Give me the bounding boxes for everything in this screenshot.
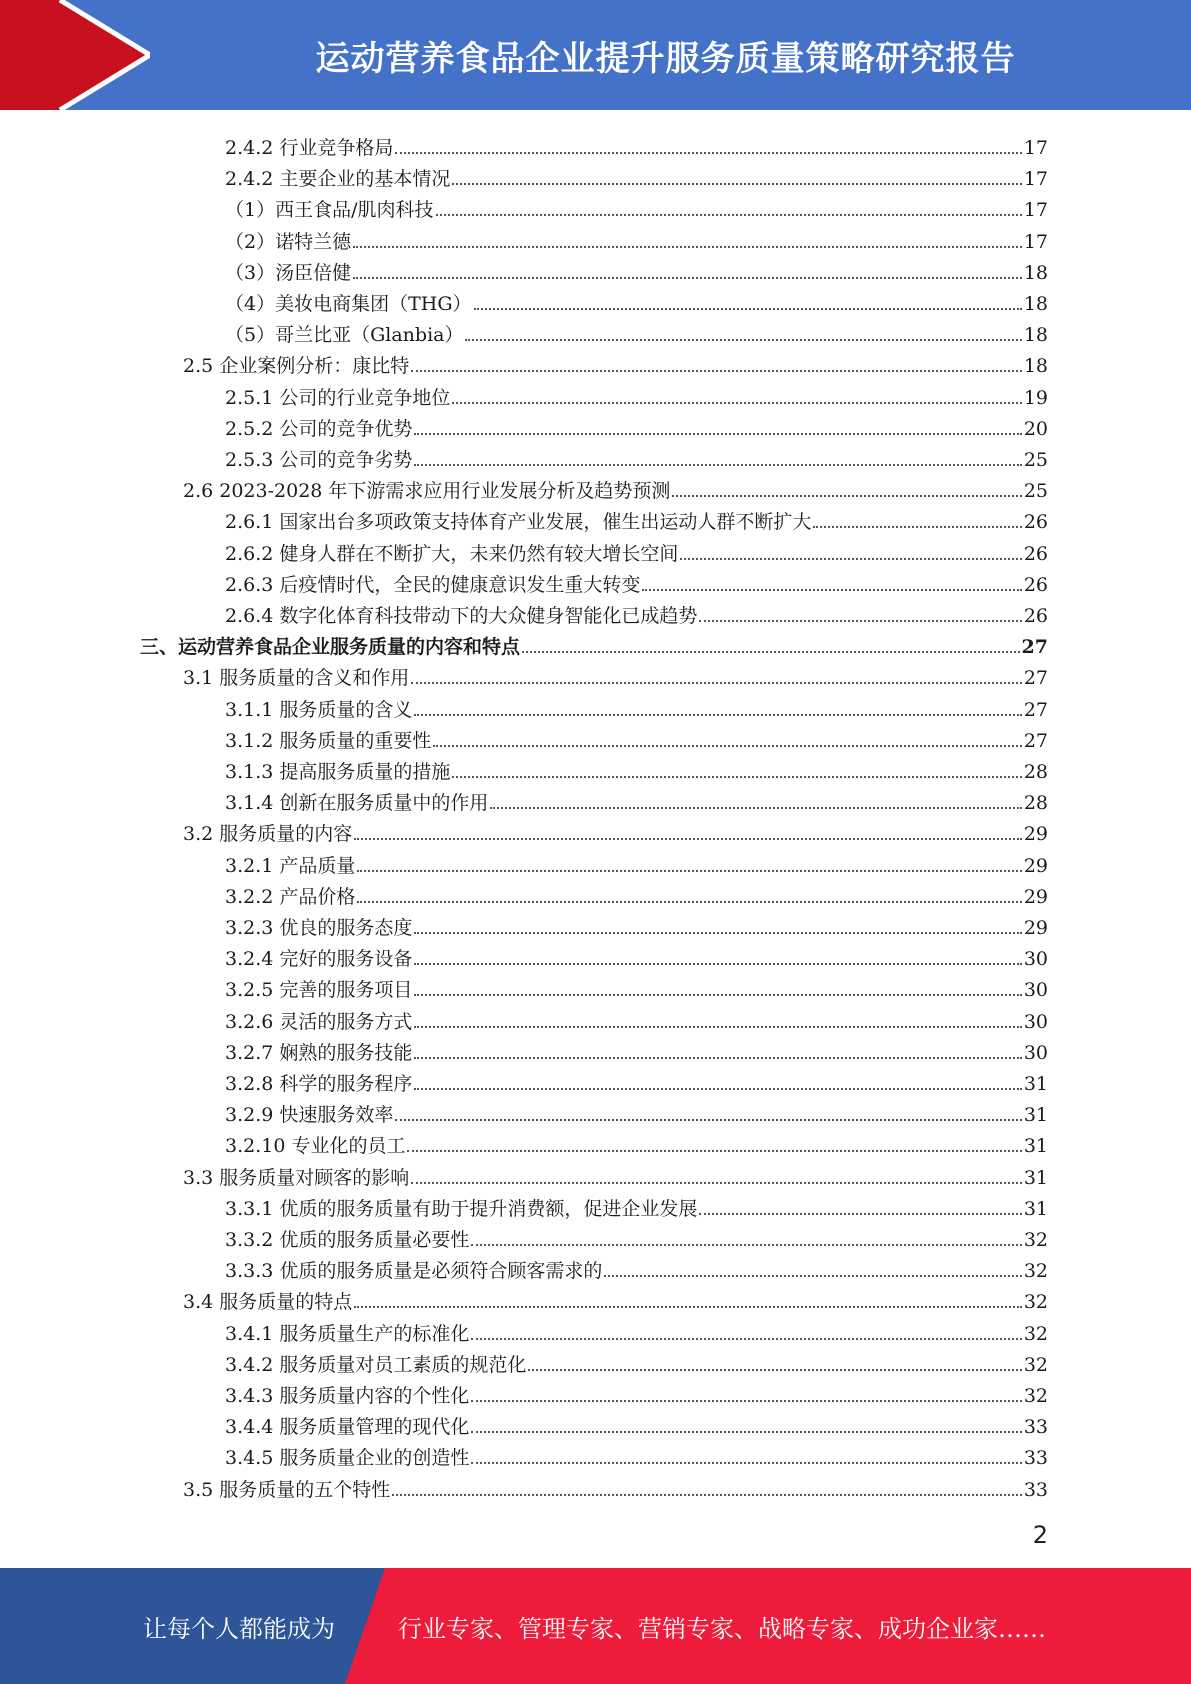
toc-leader-dots bbox=[353, 246, 1022, 248]
toc-entry-title: 3.3.1 优质的服务质量有助于提升消费额，促进企业发展 bbox=[225, 1197, 698, 1220]
toc-leader-dots bbox=[699, 1213, 1021, 1215]
toc-entry-title: 2.5.1 公司的行业竞争地位 bbox=[225, 386, 451, 409]
toc-entry[interactable] bbox=[183, 814, 1048, 845]
toc-entry[interactable] bbox=[225, 939, 1048, 970]
toc-entry-page: 29 bbox=[1023, 823, 1048, 846]
page-number: 2 bbox=[1032, 1521, 1048, 1549]
toc-entry-title: 2.4.2 行业竞争格局 bbox=[225, 137, 394, 159]
toc-entry-page: 26 bbox=[1023, 511, 1048, 534]
toc-entry-title: 3.1.1 服务质量的含义 bbox=[225, 698, 413, 721]
toc-leader-dots bbox=[414, 433, 1021, 435]
toc-entry-page: 29 bbox=[1023, 854, 1048, 877]
toc-entry[interactable] bbox=[225, 1064, 1048, 1095]
toc-leader-dots bbox=[395, 152, 1021, 154]
toc-entry-page: 32 bbox=[1023, 1291, 1048, 1314]
toc-leader-dots bbox=[414, 464, 1021, 466]
toc-leader-dots bbox=[699, 620, 1021, 622]
toc-entry-title: （1）西王食品/肌肉科技 bbox=[225, 199, 434, 222]
toc-entry[interactable] bbox=[225, 1376, 1048, 1407]
toc-entry-page: 17 bbox=[1023, 137, 1048, 159]
toc-entry-title: 3.2 服务质量的内容 bbox=[183, 823, 353, 846]
toc-leader-dots bbox=[414, 932, 1021, 934]
toc-entry-title: 2.4.2 主要企业的基本情况 bbox=[225, 168, 451, 191]
toc-leader-dots bbox=[528, 1369, 1021, 1371]
toc-entry[interactable] bbox=[225, 1095, 1048, 1126]
toc-entry-page: 32 bbox=[1023, 1322, 1048, 1345]
toc-entry[interactable] bbox=[225, 159, 1048, 190]
toc-leader-dots bbox=[357, 901, 1021, 903]
toc-entry[interactable] bbox=[225, 565, 1048, 596]
toc-entry-page: 32 bbox=[1023, 1260, 1048, 1283]
toc-entry[interactable] bbox=[225, 315, 1048, 346]
toc-entry-title: 3.4.1 服务质量生产的标准化 bbox=[225, 1322, 470, 1345]
toc-entry[interactable] bbox=[225, 1251, 1048, 1282]
toc-entry-title: 3.5 服务质量的五个特性 bbox=[183, 1478, 391, 1501]
toc-entry-page: 26 bbox=[1023, 542, 1048, 565]
toc-entry-page: 31 bbox=[1023, 1135, 1048, 1158]
toc-entry[interactable] bbox=[225, 284, 1048, 315]
toc-entry-page: 27 bbox=[1023, 729, 1048, 752]
toc-entry-page: 30 bbox=[1023, 1041, 1048, 1064]
toc-entry[interactable] bbox=[225, 378, 1048, 409]
toc-entry[interactable] bbox=[225, 1033, 1048, 1064]
report-header bbox=[0, 0, 1191, 110]
toc-entry-page: 33 bbox=[1023, 1447, 1048, 1470]
toc-entry-page: 19 bbox=[1023, 386, 1048, 409]
toc-entry-page: 28 bbox=[1023, 761, 1048, 783]
toc-entry-title: （5）哥兰比亚（Glanbia） bbox=[225, 324, 464, 347]
toc-entry[interactable] bbox=[225, 190, 1048, 221]
toc-entry-title: 3.2.9 快速服务效率 bbox=[225, 1104, 394, 1127]
toc-leader-dots bbox=[452, 776, 1021, 778]
toc-entry-title: （3）汤臣倍健 bbox=[225, 261, 352, 284]
toc-entry[interactable] bbox=[183, 1470, 1048, 1501]
toc-leader-dots bbox=[407, 1150, 1021, 1152]
toc-entry[interactable] bbox=[225, 970, 1048, 1001]
toc-entry-title: 3.1.4 创新在服务质量中的作用 bbox=[225, 792, 489, 815]
toc-entry[interactable] bbox=[225, 752, 1048, 783]
toc-entry-page: 26 bbox=[1023, 605, 1048, 627]
toc-entry-page: 30 bbox=[1023, 979, 1048, 1002]
toc-entry-title: 3.1 服务质量的含义和作用 bbox=[183, 667, 410, 690]
toc-entry-title: （2）诺特兰德 bbox=[225, 230, 352, 253]
toc-entry[interactable] bbox=[225, 1126, 1048, 1157]
toc-entry-title: 3.2.7 娴熟的服务技能 bbox=[225, 1041, 413, 1064]
toc-entry-page: 25 bbox=[1023, 449, 1048, 471]
toc-entry-title: 3.3 服务质量对顾客的影响 bbox=[183, 1166, 410, 1189]
toc-entry-title: 3.2.1 产品质量 bbox=[225, 854, 356, 877]
toc-leader-dots bbox=[411, 1182, 1022, 1184]
toc-leader-dots bbox=[353, 277, 1022, 279]
toc-entry-page: 27 bbox=[1023, 667, 1048, 690]
toc-entry[interactable] bbox=[225, 1345, 1048, 1376]
toc-leader-dots bbox=[414, 1026, 1021, 1028]
toc-entry-title: 3.4.2 服务质量对员工素质的规范化 bbox=[225, 1353, 527, 1376]
toc-entry-title: 3.2.2 产品价格 bbox=[225, 885, 356, 908]
toc-leader-dots bbox=[465, 339, 1021, 341]
toc-entry[interactable] bbox=[183, 1282, 1048, 1313]
toc-entry-title: 3.2.5 完善的服务项目 bbox=[225, 979, 413, 1002]
toc-entry[interactable] bbox=[225, 128, 1048, 159]
toc-leader-dots bbox=[490, 807, 1021, 809]
footer-slogan-left: 让每个人都能成为 bbox=[143, 1614, 335, 1643]
toc-entry-page: 31 bbox=[1023, 1073, 1048, 1095]
toc-leader-dots bbox=[414, 963, 1021, 965]
toc-entry[interactable] bbox=[225, 1189, 1048, 1220]
toc-entry-title: 2.6.1 国家出台多项政策支持体育产业发展，催生出运动人群不断扩大 bbox=[225, 511, 812, 534]
toc-entry[interactable] bbox=[225, 721, 1048, 752]
toc-entry-page: 30 bbox=[1023, 1010, 1048, 1033]
toc-entry-page: 18 bbox=[1023, 261, 1048, 284]
toc-entry[interactable] bbox=[183, 471, 1048, 502]
toc-entry[interactable] bbox=[225, 222, 1048, 253]
toc-entry-title: 2.5 企业案例分析：康比特 bbox=[183, 355, 410, 378]
toc-entry-title: 三、运动营养食品企业服务质量的内容和特点 bbox=[140, 636, 521, 659]
toc-entry-page: 17 bbox=[1023, 168, 1048, 191]
toc-entry[interactable] bbox=[183, 658, 1048, 689]
toc-entry-title: 3.3.2 优质的服务质量必要性 bbox=[225, 1229, 470, 1251]
toc-leader-dots bbox=[414, 1057, 1021, 1059]
toc-entry[interactable] bbox=[225, 1314, 1048, 1345]
toc-leader-dots bbox=[471, 1338, 1021, 1340]
toc-leader-dots bbox=[474, 308, 1022, 310]
toc-entry-title: 3.2.10 专业化的员工 bbox=[225, 1135, 406, 1158]
toc-entry-page: 20 bbox=[1023, 417, 1048, 440]
toc-entry-page: 27 bbox=[1023, 698, 1048, 721]
toc-entry[interactable] bbox=[225, 1220, 1048, 1251]
toc-leader-dots bbox=[414, 714, 1021, 716]
toc-leader-dots bbox=[642, 589, 1021, 591]
toc-leader-dots bbox=[411, 682, 1022, 684]
toc-entry-page: 18 bbox=[1023, 324, 1048, 347]
toc-entry[interactable] bbox=[225, 534, 1048, 565]
toc-entry-title: 3.4.3 服务质量内容的个性化 bbox=[225, 1385, 470, 1407]
toc-entry-page: 17 bbox=[1023, 230, 1048, 253]
toc-entry-title: 2.6 2023-2028 年下游需求应用行业发展分析及趋势预测 bbox=[183, 480, 671, 503]
toc-entry-title: 2.6.2 健身人群在不断扩大，未来仍然有较大增长空间 bbox=[225, 542, 679, 565]
toc-leader-dots bbox=[433, 745, 1021, 747]
toc-leader-dots bbox=[452, 183, 1021, 185]
toc-entry-page: 18 bbox=[1023, 293, 1048, 315]
toc-leader-dots bbox=[471, 1244, 1021, 1246]
toc-entry-title: 3.3.3 优质的服务质量是必须符合顾客需求的 bbox=[225, 1260, 603, 1283]
toc-entry-page: 27 bbox=[1021, 636, 1048, 659]
toc-entry-title: 2.6.4 数字化体育科技带动下的大众健身智能化已成趋势 bbox=[225, 605, 698, 627]
toc-entry-title: 3.1.3 提高服务质量的措施 bbox=[225, 761, 451, 783]
toc-leader-dots bbox=[604, 1275, 1021, 1277]
toc-leader-dots bbox=[392, 1494, 1022, 1496]
toc-entry[interactable] bbox=[225, 502, 1048, 533]
toc-entry-page: 32 bbox=[1023, 1353, 1048, 1376]
toc-entry-title: 3.4 服务质量的特点 bbox=[183, 1291, 353, 1314]
toc-entry-title: 2.6.3 后疫情时代，全民的健康意识发生重大转变 bbox=[225, 573, 641, 596]
toc-entry[interactable] bbox=[225, 440, 1048, 471]
toc-entry-page: 17 bbox=[1023, 199, 1048, 222]
toc-entry[interactable] bbox=[225, 1002, 1048, 1033]
toc-leader-dots bbox=[471, 1431, 1021, 1433]
toc-entry-page: 33 bbox=[1023, 1416, 1048, 1439]
toc-entry-title: （4）美妆电商集团（THG） bbox=[225, 293, 472, 315]
toc-entry-page: 28 bbox=[1023, 792, 1048, 815]
toc-entry[interactable] bbox=[225, 1438, 1048, 1469]
toc-leader-dots bbox=[414, 994, 1021, 996]
report-title: 运动营养食品企业提升服务质量策略研究报告 bbox=[315, 38, 1016, 79]
toc-entry-page: 25 bbox=[1023, 480, 1048, 503]
toc-entry[interactable] bbox=[225, 253, 1048, 284]
toc-entry[interactable] bbox=[225, 596, 1048, 627]
toc-entry-page: 29 bbox=[1023, 917, 1048, 939]
toc-entry[interactable] bbox=[183, 1158, 1048, 1189]
toc-entry-page: 32 bbox=[1023, 1229, 1048, 1251]
toc-leader-dots bbox=[354, 838, 1022, 840]
toc-entry-page: 33 bbox=[1023, 1478, 1048, 1501]
toc-entry-title: 3.4.5 服务质量企业的创造性 bbox=[225, 1447, 470, 1470]
toc-entry[interactable] bbox=[225, 1407, 1048, 1438]
toc-entry-page: 26 bbox=[1023, 573, 1048, 596]
toc-entry[interactable] bbox=[140, 627, 1048, 658]
toc-entry-title: 2.5.2 公司的竞争优势 bbox=[225, 417, 413, 440]
toc-leader-dots bbox=[471, 1400, 1021, 1402]
toc-entry-page: 31 bbox=[1023, 1104, 1048, 1127]
toc-entry-title: 3.2.4 完好的服务设备 bbox=[225, 948, 413, 971]
toc-leader-dots bbox=[672, 495, 1021, 497]
toc-entry-title: 3.1.2 服务质量的重要性 bbox=[225, 729, 432, 752]
red-chevron-icon bbox=[0, 0, 150, 110]
toc-leader-dots bbox=[395, 1119, 1021, 1121]
toc-leader-dots bbox=[436, 214, 1022, 216]
footer-slogan-right: 行业专家、管理专家、营销专家、战略专家、成功企业家…… bbox=[398, 1614, 1046, 1643]
toc-entry-page: 31 bbox=[1023, 1166, 1048, 1189]
toc-entry[interactable] bbox=[225, 783, 1048, 814]
toc-entry[interactable] bbox=[225, 409, 1048, 440]
toc-leader-dots bbox=[452, 402, 1021, 404]
toc-leader-dots bbox=[414, 1088, 1021, 1090]
toc-leader-dots bbox=[471, 1462, 1021, 1464]
toc-leader-dots bbox=[813, 526, 1021, 528]
toc-entry-title: 2.5.3 公司的竞争劣势 bbox=[225, 449, 413, 471]
toc-leader-dots bbox=[357, 870, 1021, 872]
toc-entry-title: 3.2.8 科学的服务程序 bbox=[225, 1073, 413, 1095]
toc-leader-dots bbox=[411, 370, 1022, 372]
toc-entry[interactable] bbox=[225, 690, 1048, 721]
toc-leader-dots bbox=[522, 651, 1020, 653]
toc-entry[interactable] bbox=[225, 877, 1048, 908]
footer-banner bbox=[0, 1568, 1191, 1684]
toc-entry-title: 3.4.4 服务质量管理的现代化 bbox=[225, 1416, 470, 1439]
toc-entry[interactable] bbox=[225, 846, 1048, 877]
toc-entry-page: 32 bbox=[1023, 1385, 1048, 1407]
toc-entry-page: 31 bbox=[1023, 1197, 1048, 1220]
toc-entry-title: 3.2.6 灵活的服务方式 bbox=[225, 1010, 413, 1033]
toc-leader-dots bbox=[354, 1306, 1022, 1308]
toc-leader-dots bbox=[680, 558, 1021, 560]
toc-entry[interactable] bbox=[183, 346, 1048, 377]
toc-entry-page: 18 bbox=[1023, 355, 1048, 378]
toc-entry-title: 3.2.3 优良的服务态度 bbox=[225, 917, 413, 939]
toc-entry-page: 29 bbox=[1023, 885, 1048, 908]
toc-entry-page: 30 bbox=[1023, 948, 1048, 971]
toc-entry[interactable] bbox=[225, 908, 1048, 939]
